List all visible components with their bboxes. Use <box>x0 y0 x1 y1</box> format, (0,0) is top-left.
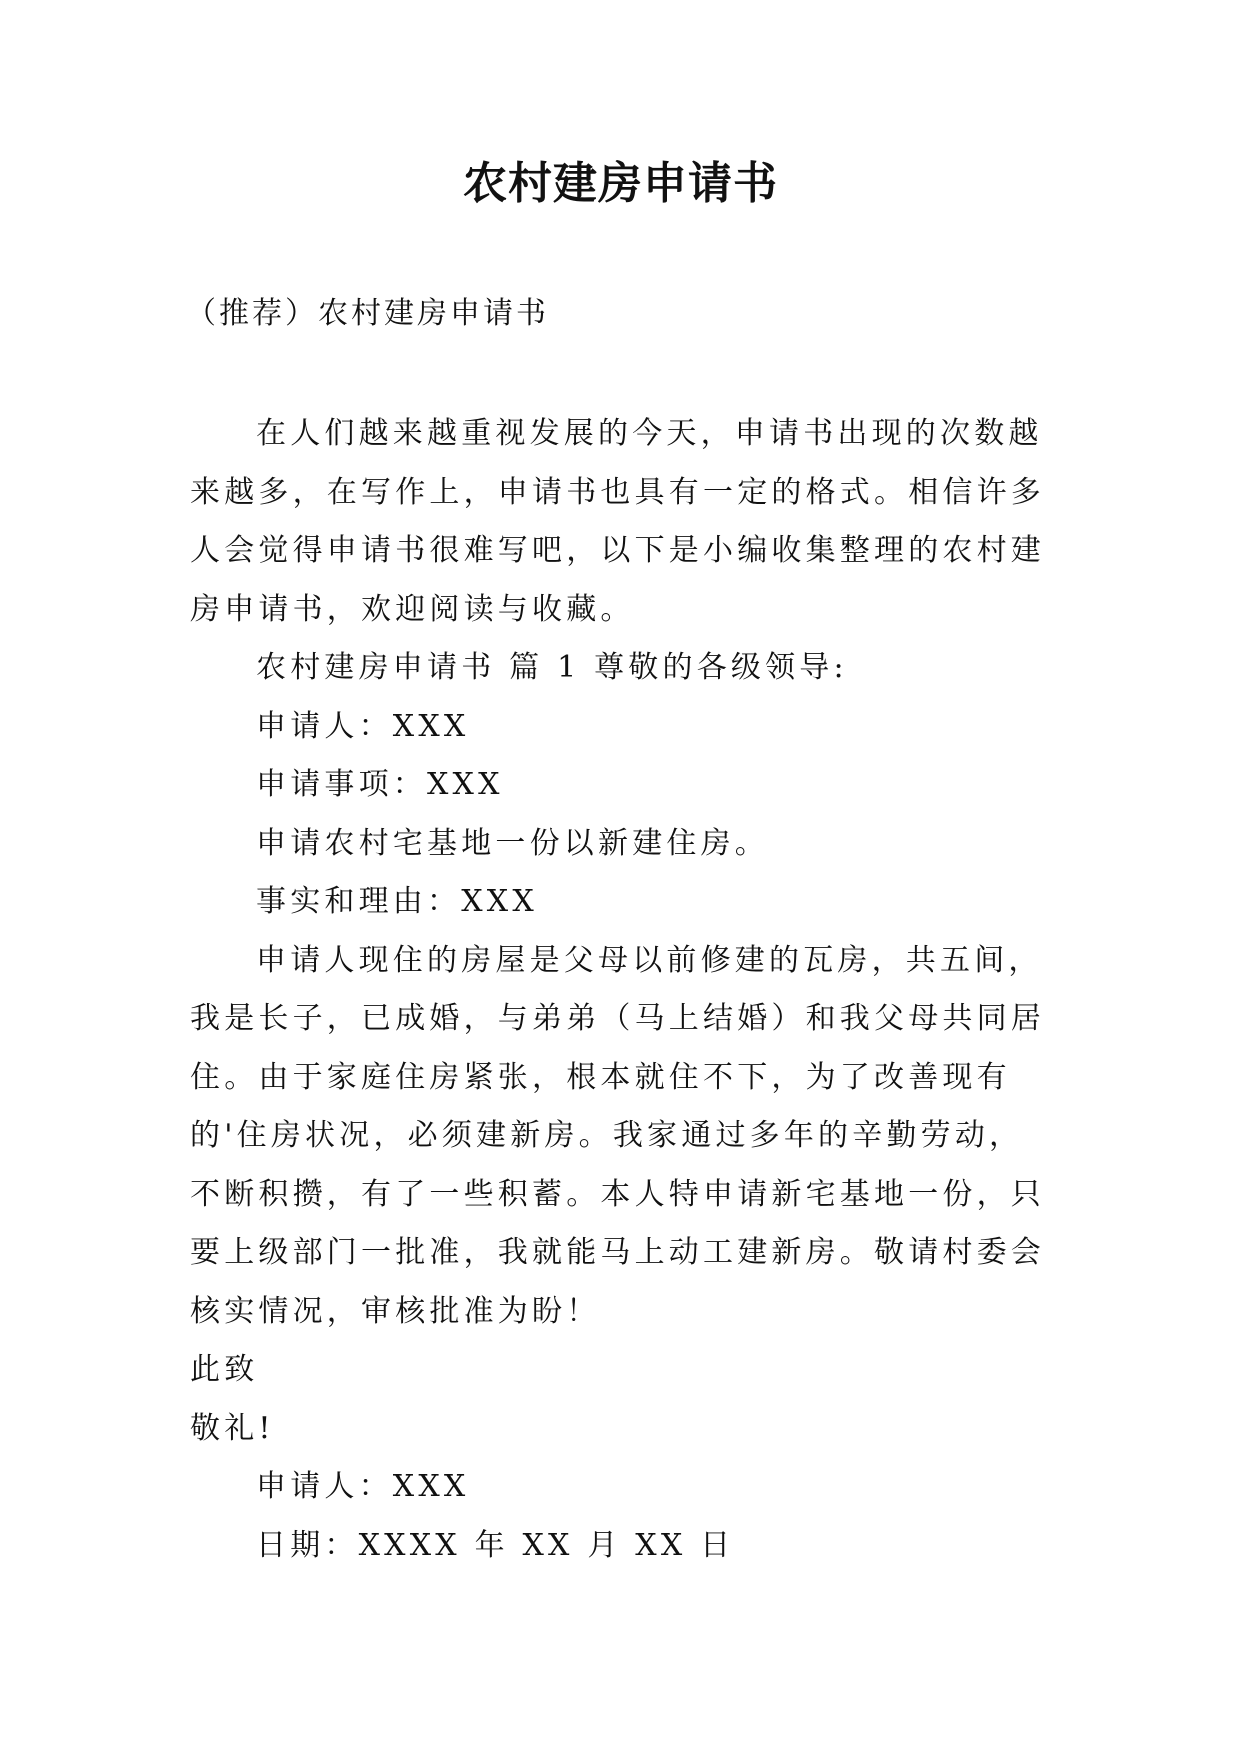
applicant-line: 申请人：XXX <box>256 708 470 744</box>
signature-applicant: 申请人：XXX <box>256 1469 470 1504</box>
document-title: 农村建房申请书 <box>463 158 778 209</box>
closing-cizhi: 此致 <box>190 1352 259 1387</box>
facts-reasons-line: 事实和理由：XXX <box>256 884 538 919</box>
main-paragraph: 申请人现住的房屋是父母以前修建的瓦房，共五间，我是长子，已成婚，与弟弟（马上结婚）和我父母共同居住。由于家庭住房紧张，根本就住不下，为了改善现有的'住房状况，必须建新房。我家通过多年的辛勤劳动，不断积攒，有了一些积蓄。本人特申请新宅基地一份，只要上级部门一批准，我就能马上动工建新房。敬请村委会核实情况，审核批准为盼！ <box>190 942 1045 1329</box>
document-subtitle: （推荐）农村建房申请书 <box>186 296 549 331</box>
request-line: 申请农村宅基地一份以新建住房。 <box>256 825 769 861</box>
intro-paragraph: 在人们越来越重视发展的今天，申请书出现的次数越来越多，在写作上，申请书也具有一定的格式。相信许多人会觉得申请书很难写吧，以下是小编收集整理的农村建房申请书，欢迎阅读与收藏。 <box>190 416 1045 627</box>
document-body <box>190 405 1050 1575</box>
section-heading: 农村建房申请书 篇 1 尊敬的各级领导: <box>256 650 848 685</box>
application-matter-line: 申请事项：XXX <box>256 767 504 802</box>
signature-date: 日期：XXXX 年 XX 月 XX 日 <box>256 1527 735 1563</box>
closing-jingli: 敬礼! <box>190 1410 275 1446</box>
